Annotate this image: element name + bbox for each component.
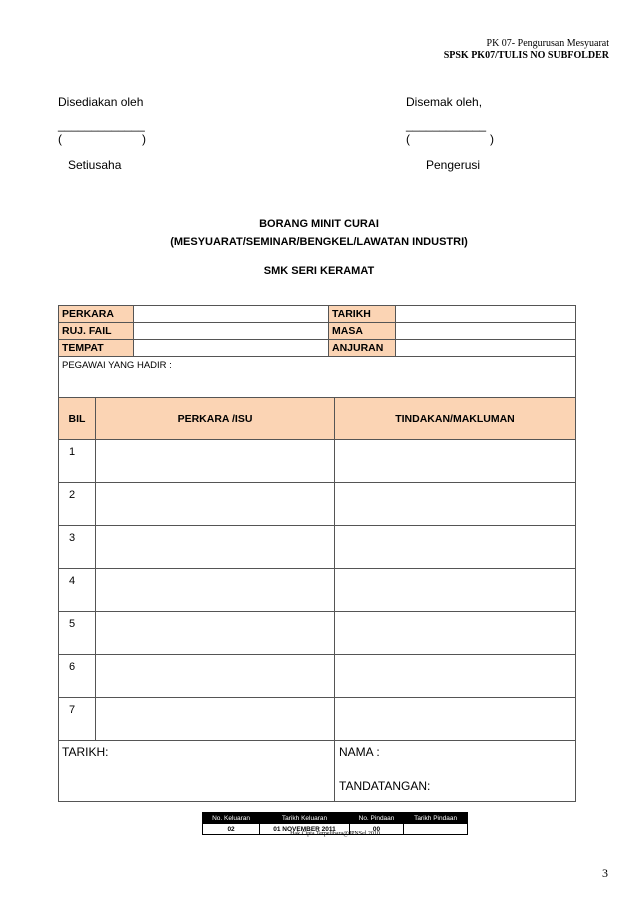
amendment-no-value: 00 bbox=[349, 824, 403, 835]
masa-label: MASA bbox=[329, 323, 396, 340]
table-row bbox=[59, 698, 576, 741]
footer-signature-label: TANDATANGAN: bbox=[339, 779, 431, 793]
perkara-value[interactable] bbox=[134, 306, 329, 323]
issue-cell[interactable] bbox=[96, 440, 335, 483]
reviewed-by-signature-line: ____________ bbox=[406, 118, 487, 132]
table-row bbox=[59, 483, 576, 526]
issue-cell[interactable] bbox=[96, 698, 335, 741]
form-title: BORANG MINIT CURAI bbox=[259, 218, 379, 230]
issue-cell[interactable] bbox=[96, 612, 335, 655]
footer-name-signature-cell[interactable] bbox=[335, 741, 576, 802]
table-row bbox=[59, 569, 576, 612]
page-number: 3 bbox=[602, 866, 608, 880]
tarikh-label: TARIKH bbox=[329, 306, 396, 323]
school-name: SMK SERI KERAMAT bbox=[263, 265, 375, 277]
reviewed-by-role: Pengerusi bbox=[426, 158, 481, 172]
copyright-notice: Hak Cipta Terpelihara@JPNSel 2010 bbox=[290, 831, 380, 837]
issue-cell[interactable] bbox=[96, 483, 335, 526]
tempat-value[interactable] bbox=[134, 340, 329, 357]
meeting-info-table bbox=[58, 305, 576, 399]
prepared-by-role: Setiusaha bbox=[68, 158, 122, 172]
issue-date-value: 01 NOVEMBER 2011 bbox=[260, 824, 350, 835]
bil-header: BIL bbox=[59, 398, 96, 440]
tempat-label: TEMPAT bbox=[59, 340, 134, 357]
action-cell[interactable] bbox=[335, 526, 576, 569]
masa-value[interactable] bbox=[396, 323, 576, 340]
issue-date-header: Tarikh Keluaran bbox=[260, 813, 350, 824]
prepared-by-name-bracket: ( ) bbox=[58, 132, 147, 146]
table-row bbox=[59, 526, 576, 569]
issue-cell[interactable] bbox=[96, 569, 335, 612]
reviewed-by-label: Disemak oleh, bbox=[406, 95, 483, 109]
row-number: 6 bbox=[59, 655, 96, 698]
prepared-by-signature-line: _____________ bbox=[58, 118, 145, 132]
amendment-no-header: No. Pindaan bbox=[349, 813, 403, 824]
ruj-fail-value[interactable] bbox=[134, 323, 329, 340]
attendees-label: PEGAWAI YANG HADIR : bbox=[62, 360, 172, 371]
reviewed-by-name-bracket: ( ) bbox=[406, 132, 495, 146]
action-cell[interactable] bbox=[335, 655, 576, 698]
amendment-date-header: Tarikh Pindaan bbox=[404, 813, 468, 824]
row-number: 1 bbox=[59, 440, 96, 483]
tarikh-value[interactable] bbox=[396, 306, 576, 323]
issue-no-value: 02 bbox=[203, 824, 260, 835]
table-row bbox=[59, 612, 576, 655]
action-cell[interactable] bbox=[335, 483, 576, 526]
issue-no-header: No. Keluaran bbox=[203, 813, 260, 824]
footer-name-label: NAMA : bbox=[339, 745, 380, 759]
issue-cell[interactable] bbox=[96, 526, 335, 569]
row-number: 5 bbox=[59, 612, 96, 655]
action-cell[interactable] bbox=[335, 440, 576, 483]
header-form-code: PK 07- Pengurusan Mesyuarat bbox=[486, 38, 609, 49]
row-number: 3 bbox=[59, 526, 96, 569]
prepared-by-label: Disediakan oleh bbox=[58, 95, 144, 109]
perkara-isu-header: PERKARA /ISU bbox=[96, 398, 335, 440]
footer-date-cell[interactable] bbox=[59, 741, 335, 802]
action-cell[interactable] bbox=[335, 612, 576, 655]
table-row bbox=[59, 440, 576, 483]
footer-date-label: TARIKH: bbox=[62, 745, 109, 759]
tindakan-header: TINDAKAN/MAKLUMAN bbox=[335, 398, 576, 440]
action-cell[interactable] bbox=[335, 698, 576, 741]
attendees-field[interactable] bbox=[59, 357, 576, 399]
issue-cell[interactable] bbox=[96, 655, 335, 698]
minutes-table bbox=[58, 397, 576, 802]
row-number: 7 bbox=[59, 698, 96, 741]
ruj-fail-label: RUJ. FAIL bbox=[59, 323, 134, 340]
action-cell[interactable] bbox=[335, 569, 576, 612]
header-doc-reference: SPSK PK07/TULIS NO SUBFOLDER bbox=[443, 50, 609, 61]
perkara-label: PERKARA bbox=[59, 306, 134, 323]
table-row bbox=[59, 655, 576, 698]
row-number: 2 bbox=[59, 483, 96, 526]
row-number: 4 bbox=[59, 569, 96, 612]
form-subtitle: (MESYUARAT/SEMINAR/BENGKEL/LAWATAN INDUSTRI) bbox=[170, 236, 468, 248]
anjuran-value[interactable] bbox=[396, 340, 576, 357]
anjuran-label: ANJURAN bbox=[329, 340, 396, 357]
